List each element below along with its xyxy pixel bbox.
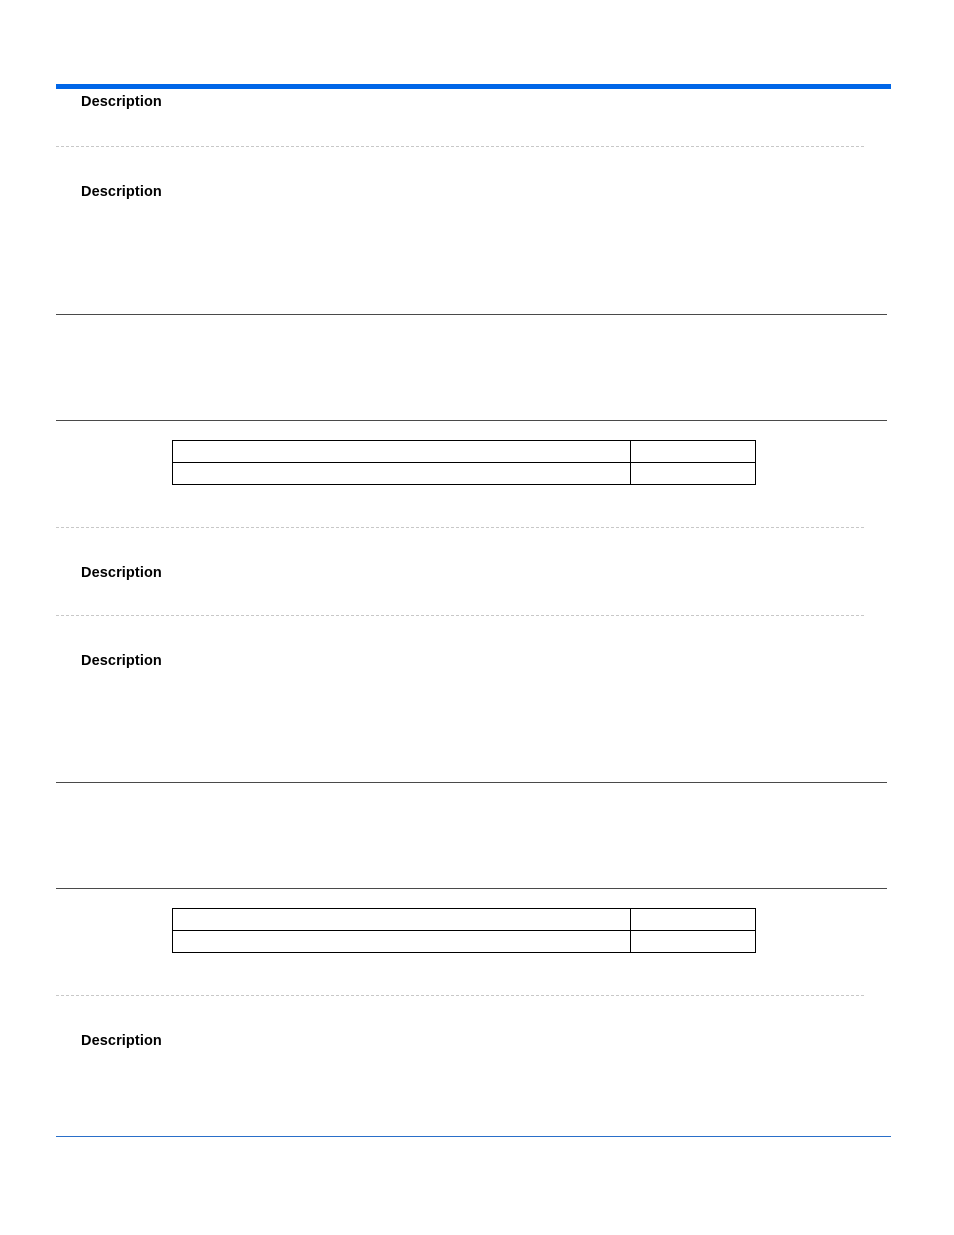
dashed-divider-1 — [56, 146, 864, 147]
table-cell — [173, 463, 631, 485]
section-heading-5: Description — [81, 1033, 162, 1049]
table-row — [173, 909, 756, 931]
block-divider-1 — [56, 314, 887, 315]
table-row — [173, 441, 756, 463]
block-divider-2 — [56, 420, 887, 421]
table-cell — [631, 441, 756, 463]
table-cell — [631, 931, 756, 953]
table-row — [173, 463, 756, 485]
header-rule — [56, 84, 891, 89]
section-heading-2: Description — [81, 184, 162, 200]
section-heading-3: Description — [81, 565, 162, 581]
dashed-divider-2 — [56, 527, 864, 528]
dashed-divider-3 — [56, 615, 864, 616]
parameter-table-2 — [172, 908, 756, 953]
table-cell — [173, 441, 631, 463]
dashed-divider-4 — [56, 995, 864, 996]
block-divider-3 — [56, 782, 887, 783]
parameter-table-1 — [172, 440, 756, 485]
table-cell — [631, 909, 756, 931]
table-cell — [173, 931, 631, 953]
table-cell — [631, 463, 756, 485]
footer-rule — [56, 1136, 891, 1137]
section-heading-4: Description — [81, 653, 162, 669]
section-heading-1: Description — [81, 94, 162, 110]
table-row — [173, 931, 756, 953]
table-cell — [173, 909, 631, 931]
block-divider-4 — [56, 888, 887, 889]
